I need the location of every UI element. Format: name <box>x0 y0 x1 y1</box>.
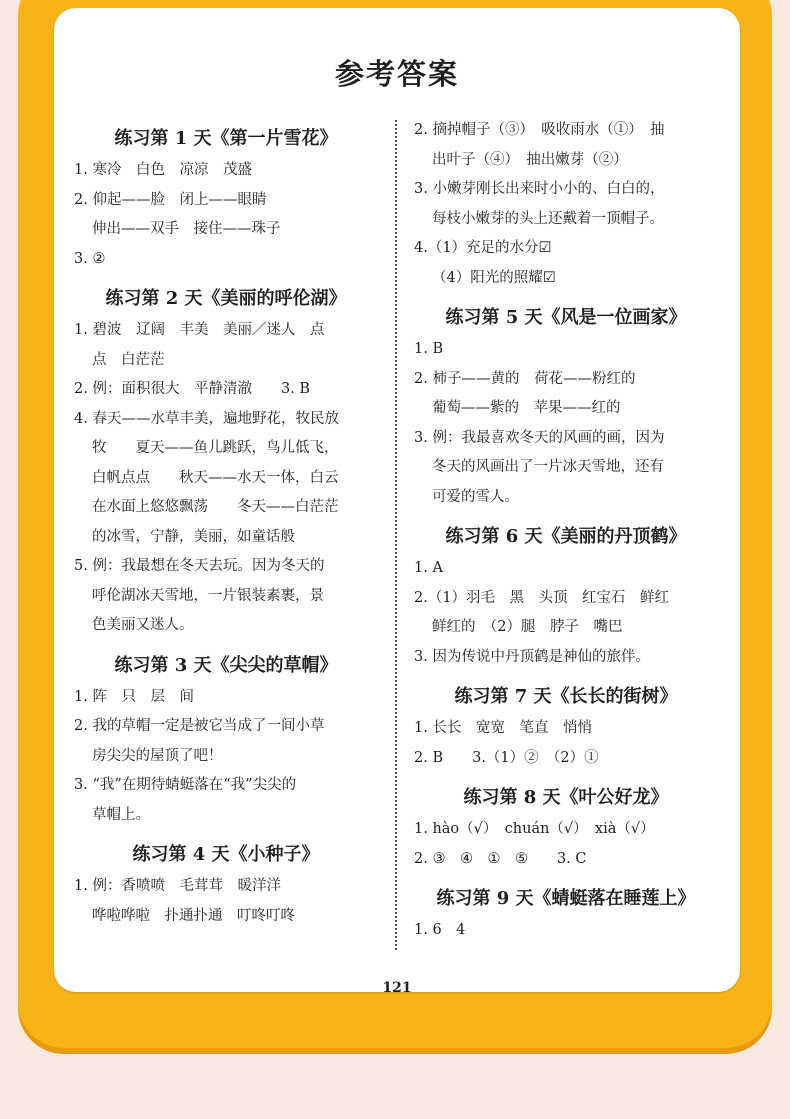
answer-section <box>414 682 718 773</box>
section-heading: 练习第 5 天《风是一位画家》 <box>445 307 687 328</box>
left-column <box>74 116 378 941</box>
answer-line: 1. 碧波 辽阔 丰美 美丽／迷人 点 <box>74 322 325 338</box>
answer-line: 葡萄——紫的 苹果——红的 <box>432 400 621 416</box>
answer-line: 2. 仰起——脸 闭上——眼睛 <box>74 191 267 208</box>
answer-line: 呼伦湖冰天雪地，一片银装素裹，景 <box>92 587 324 604</box>
answer-line: 1. 寒冷 白色 凉凉 茂盛 <box>74 162 252 178</box>
page-number: 121 <box>382 980 412 992</box>
section-heading: 练习第 1 天《第一片雪花》 <box>114 128 338 149</box>
answer-line: 鲜红的 （2）腿 脖子 嘴巴 <box>432 619 623 635</box>
answer-line: 2. 柿子——黄的 荷花——粉红的 <box>414 370 636 387</box>
answer-section <box>414 884 718 946</box>
answer-line: 出叶子（④） 抽出嫩芽（②） <box>432 151 628 168</box>
answer-line: 1. A <box>414 560 443 576</box>
section-heading: 练习第 6 天《美丽的丹顶鹤》 <box>445 526 687 547</box>
answer-line: 4.（1）充足的水分☑ <box>414 240 552 256</box>
answer-line: 房尖尖的屋顶了吧！ <box>92 747 223 764</box>
answer-line: 2. 我的草帽一定是被它当成了一间小草 <box>74 718 325 734</box>
section-heading: 练习第 4 天《小种子》 <box>132 844 320 865</box>
answer-line: 3. 例：我最喜欢冬天的风画的画，因为 <box>414 429 665 446</box>
answer-line: 3. “我”在期待蜻蜓落在“我”尖尖的 <box>74 777 297 793</box>
answer-line: 3. 因为传说中丹顶鹤是神仙的旅伴。 <box>414 648 650 665</box>
answer-line: 伸出——双手 接住——珠子 <box>92 221 281 237</box>
answer-section <box>414 116 718 293</box>
answer-section <box>74 651 378 831</box>
answer-section <box>74 124 378 274</box>
page-title: 参考答案 <box>334 57 459 91</box>
answer-section <box>74 840 378 931</box>
answer-line: 2. 摘掉帽子（③） 吸收雨水（①） 抽 <box>414 122 665 138</box>
right-column <box>414 116 718 956</box>
answer-line: （4）阳光的照耀☑ <box>432 269 556 286</box>
answer-line: 3. ② <box>74 250 106 267</box>
answer-line: 每枝小嫩芽的头上还戴着一顶帽子。 <box>432 210 664 227</box>
section-heading: 练习第 3 天《尖尖的草帽》 <box>114 654 338 676</box>
answer-line: 在水面上悠悠飘荡 冬天——白茫茫 <box>92 499 339 515</box>
answer-line: 哗啦哗啦 扑通扑通 叮咚叮咚 <box>92 907 295 924</box>
answer-section <box>414 783 718 874</box>
answer-line: 3. 小嫩芽刚长出来时小小的、白白的， <box>414 181 665 197</box>
answer-line: 1. B <box>414 341 444 357</box>
answer-line: 4. 春天——水草丰美，遍地野花，牧民放 <box>74 410 339 427</box>
answer-section <box>74 284 378 641</box>
answer-line: 点 白茫茫 <box>92 351 165 368</box>
answer-line: 草帽上。 <box>92 806 150 823</box>
section-heading: 练习第 8 天《叶公好龙》 <box>463 787 669 808</box>
answer-line: 1. 例：香喷喷 毛茸茸 暖洋洋 <box>74 878 281 894</box>
answer-line: 牧 夏天——鱼儿跳跃，鸟儿低飞， <box>92 440 339 456</box>
answer-line: 可爱的雪人。 <box>432 488 519 505</box>
answer-page <box>54 8 740 992</box>
answer-line: 1. 长长 宽宽 笔直 悄悄 <box>414 720 592 736</box>
section-heading: 练习第 9 天《蜻蜓落在睡莲上》 <box>436 888 696 909</box>
answer-line: 2. B 3.（1）② （2）① <box>414 749 599 766</box>
answer-section <box>414 303 718 512</box>
answer-line: 1. hào（√） chuán（√） xià（√） <box>414 821 655 837</box>
answer-line: 1. 阵 只 层 间 <box>74 688 194 705</box>
answer-line: 1. 6 4 <box>414 922 466 938</box>
answer-line: 2.（1）羽毛 黑 头顶 红宝石 鲜红 <box>414 589 670 606</box>
answer-line: 的冰雪，宁静，美丽，如童话般 <box>92 528 295 545</box>
answer-line: 冬天的风画出了一片冰天雪地，还有 <box>432 459 664 475</box>
answer-section <box>414 522 718 672</box>
column-divider <box>395 120 397 950</box>
answer-line: 色美丽又迷人。 <box>92 617 194 633</box>
answer-line: 2. ③ ④ ① ⑤ 3. C <box>414 850 587 867</box>
answer-line: 白帆点点 秋天——水天一体，白云 <box>92 469 339 486</box>
answer-line: 2. 例：面积很大 平静清澈 3. B <box>74 381 311 397</box>
answer-line: 5. 例：我最想在冬天去玩。因为冬天的 <box>74 558 325 574</box>
section-heading: 练习第 7 天《长长的街树》 <box>454 686 678 707</box>
section-heading: 练习第 2 天《美丽的呼伦湖》 <box>105 288 347 309</box>
